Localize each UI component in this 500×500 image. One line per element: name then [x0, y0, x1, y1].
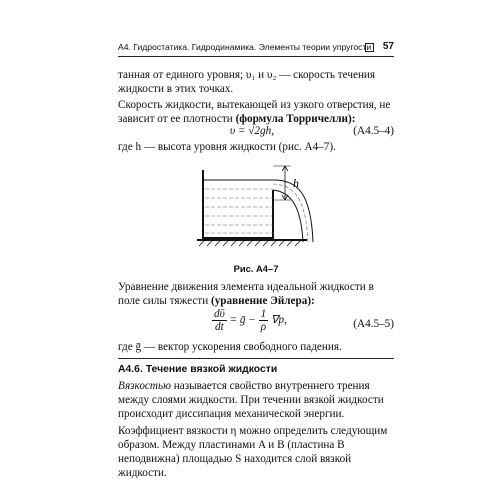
euler-equation-name: (уравнение Эйлера): [210, 295, 315, 307]
running-header [118, 42, 394, 56]
fraction-dv-dt: $\frac{\text{dῡ}}{dt}$ [214, 308, 225, 333]
torricelli-formula-name: (формула Торричелли): [235, 113, 356, 125]
paragraph-h-definition: где h — высота уровня жидкости (рис. A4–7). [118, 141, 336, 153]
torricelli-intro-text: Скорость жидкости, вытекающей из узкого отверстия, не зависит от ее плотности [118, 99, 391, 125]
euler-intro-text: Уравнение движения элемента идеальной жидкости в поле силы тяжести [118, 281, 374, 307]
square-icon [365, 43, 374, 52]
paragraph-torricelli-intro [118, 98, 394, 126]
paragraph-g-definition: где ḡ — вектор ускорения свободного падения. [118, 341, 342, 353]
page-number: 57 [382, 41, 394, 52]
equation-torricelli: υ = √2gh, [230, 125, 274, 137]
viscosity-definition: называется свойство внутреннего трения между слоями жидкости. При течении вязкой жидкости происходит диссипация механической энергии. [118, 380, 384, 420]
fraction-one-over-rho: $\frac{1}{\rho}$ [260, 308, 267, 333]
header-title: А4. Гидростатика. Гидродинамика. Элементы теории упругости [118, 42, 372, 52]
paragraph-velocity-note: танная от единого уровня; υ₁ и υ₂ — скорость течения жидкости в этих точках. [118, 69, 376, 95]
equation-number-1: (A4.5–4) [353, 125, 394, 137]
section-rule [118, 358, 394, 359]
h-label: h [293, 176, 299, 190]
figure-caption: Рис. A4–7 [233, 263, 279, 274]
header-rule [118, 56, 394, 57]
paragraph-euler-intro [118, 280, 394, 308]
figure-vessel [195, 162, 335, 262]
paragraph-viscosity [118, 379, 394, 421]
equation-euler: $\frac{\text{dῡ}}{dt}$ = ḡ − $\frac{1}{\rho}$ ∇p, [214, 308, 287, 333]
section-title: A4.6. Течение вязкой жидкости [118, 364, 278, 375]
equation-number-2: (A4.5–5) [353, 318, 394, 330]
viscosity-term: Вязкостью [118, 380, 171, 392]
paragraph-viscosity-coefficient: Коэффициент вязкости η можно определить следующим образом. Между пластинами A и B (пластина B неподвижна) площадью S находится слой вязкой жидкости. [118, 425, 388, 479]
